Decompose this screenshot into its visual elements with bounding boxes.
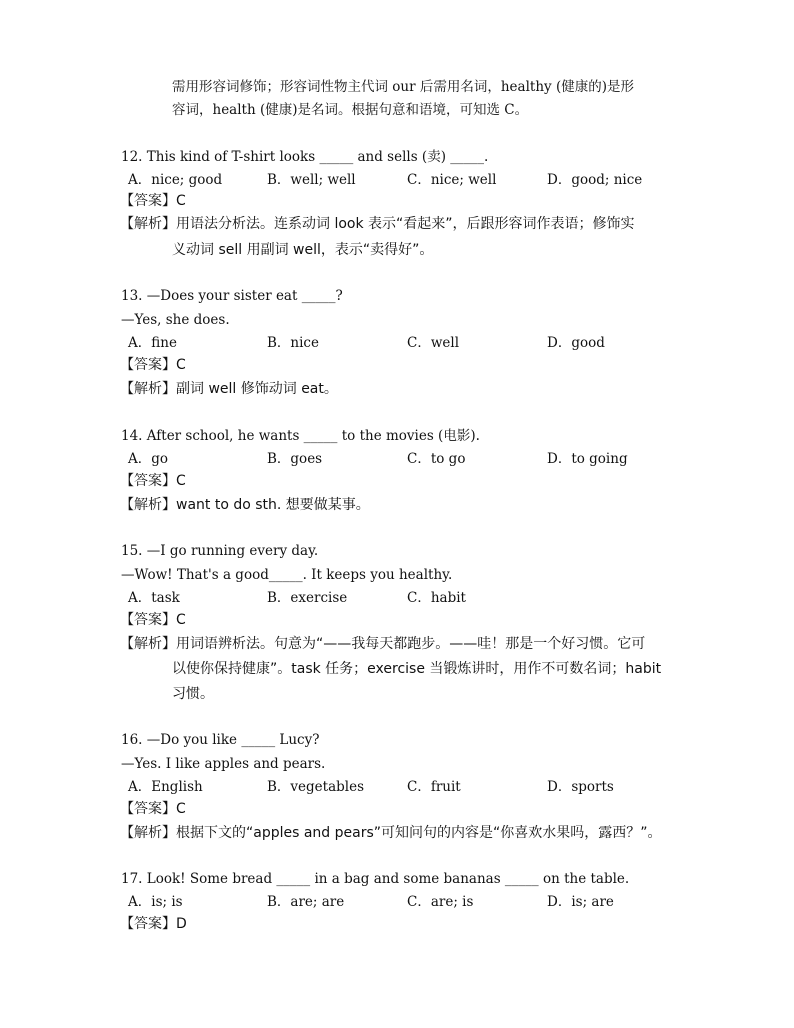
option-b: B．vegetables [267, 779, 365, 795]
option-a: A．fine [128, 335, 177, 351]
option-d: D．to going [547, 451, 628, 467]
analysis-line-1: 【解析】根据下文的“apples and pears”可知问句的内容是“你喜欢水果吗，露西？”。 [120, 825, 662, 841]
option-c: C．fruit [407, 779, 461, 795]
answer: 【答案】C [120, 357, 186, 373]
question-stem: 16. —Do you like _____ Lucy? [121, 732, 320, 748]
analysis-line-1: 【解析】用语法分析法。连系动词 look 表示“看起来”，后跟形容词作表语；修饰实 [120, 216, 635, 232]
intro-line-2: 容词，health (健康)是名词。根据句意和语境，可知选 C。 [172, 102, 529, 118]
option-a: A．task [128, 590, 180, 606]
question-response: —Wow! That's a good_____. It keeps you healthy. [121, 567, 453, 583]
answer: 【答案】C [120, 473, 186, 489]
option-d: D．is; are [547, 894, 614, 910]
analysis-line-1: 【解析】用词语辨析法。句意为“——我每天都跑步。——哇！那是一个好习惯。它可 [120, 636, 646, 652]
question-stem: 13. —Does your sister eat _____? [121, 288, 343, 304]
option-b: B．goes [267, 451, 323, 467]
option-c: C．are; is [407, 894, 474, 910]
option-c: C．habit [407, 590, 466, 606]
option-a: A．nice; good [128, 172, 223, 188]
option-c: C．nice; well [407, 172, 497, 188]
option-a: A．English [128, 779, 203, 795]
question-response: —Yes. I like apples and pears. [121, 756, 326, 772]
option-d: D．sports [547, 779, 614, 795]
answer: 【答案】C [120, 612, 186, 628]
question-stem: 12. This kind of T-shirt looks _____ and sells (卖) _____. [121, 149, 489, 165]
answer: 【答案】C [120, 801, 186, 817]
option-d: D．good [547, 335, 605, 351]
option-a: A．go [128, 451, 169, 467]
question-response: —Yes, she does. [121, 312, 230, 328]
intro-line-1: 需用形容词修饰；形容词性物主代词 our 后需用名词，healthy (健康的)是形 [172, 79, 634, 95]
option-c: C．well [407, 335, 460, 351]
analysis-line-1: 【解析】副词 well 修饰动词 eat。 [120, 381, 338, 397]
analysis-line-2: 义动词 sell 用副词 well，表示“卖得好”。 [172, 242, 434, 258]
question-stem: 17. Look! Some bread _____ in a bag and some bananas _____ on the table. [121, 871, 630, 887]
option-b: B．nice [267, 335, 319, 351]
option-b: B．are; are [267, 894, 345, 910]
option-d: D．good; nice [547, 172, 643, 188]
answer: 【答案】C [120, 193, 186, 209]
question-stem: 14. After school, he wants _____ to the movies (电影). [121, 428, 480, 444]
option-b: B．well; well [267, 172, 356, 188]
analysis-line-1: 【解析】want to do sth. 想要做某事。 [120, 497, 370, 513]
option-c: C．to go [407, 451, 466, 467]
analysis-line-3: 习惯。 [172, 686, 214, 702]
question-stem: 15. —I go running every day. [121, 543, 319, 559]
analysis-line-2: 以使你保持健康”。task 任务；exercise 当锻炼讲时，用作不可数名词；habit [172, 661, 662, 677]
option-a: A．is; is [128, 894, 183, 910]
option-b: B．exercise [267, 590, 348, 606]
answer: 【答案】D [120, 916, 187, 932]
